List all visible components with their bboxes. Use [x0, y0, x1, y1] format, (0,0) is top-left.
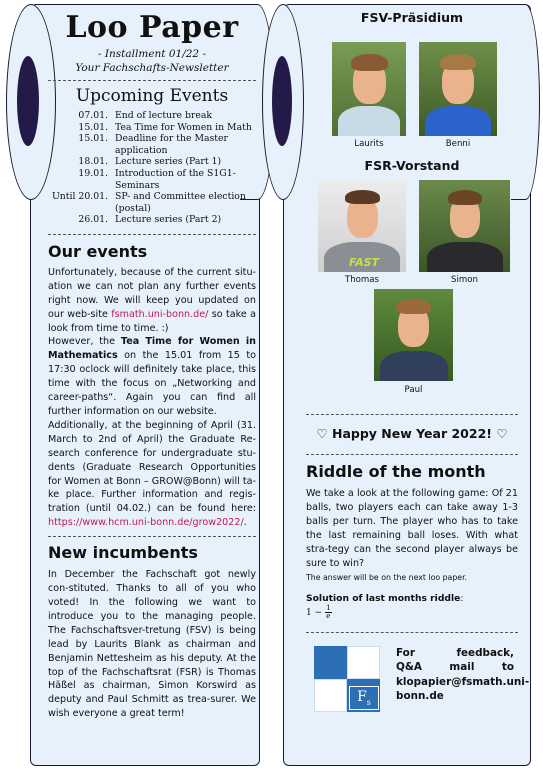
incumbents-text: In December the Fachschaft got newly con-stituted. Thanks to all of you who voted! In the following we want to introduce you to the managing people. The Fachschaftsver-tretung (FSV) is being lead by Laurits Blank as chairman and Benjamin Nettesheim as his deputy. At the top of the Fachschaftsrat (FSR) is Thomas Häßel as chairman, Simon Korswird as deputy and Paul Schmitt as trea-surer. We wish everyone a great term! [48, 569, 256, 720]
event-text: Lecture series (Part 1) [115, 156, 222, 168]
event-text: Lecture series (Part 2) [115, 214, 222, 226]
event-date: 26.01. [78, 214, 108, 226]
left-column [48, 10, 256, 721]
right-column [306, 10, 530, 760]
our-events-text: Unfortunately, because of the current situ-ation we can not plan any further events right now. We will keep you updated on our web-site fsmath.uni-bonn.de/ so take a look from time to time. :) However, the Tea Time for Women in Mathematics on the 15.01 from 15 to 17:30 oclock will definitely take place, this time with the focus on „Networking and career-paths“. Again you can find all further information on our website. Additionally, at the beginning of April (31. March to 2nd of April) the Graduate Re-search conference for undergraduate stu-dents (Graduate Research Opportunities for Women at Bonn – GROW@Bonn) will ta-ke place. Further information and regis-tration (until 04.02.) can be found here: https://www.hcm.uni-bonn.de/grow2022/. [48, 266, 256, 529]
event-text: Tea Time for Women in Math [115, 121, 252, 133]
riddle-text: We take a look at the following game: Of 21 balls, two players each can take away 1-3 balls per turn. The player who has to take the last remaining ball loses. With what stra-tegy can the second player always be sure to win? [306, 488, 518, 569]
newsletter-title: Loo Paper [65, 10, 239, 45]
riddle-heading: Riddle of the month [306, 462, 486, 481]
new-incumbents-heading: New incumbents [48, 543, 198, 563]
event-date: Until 20.01. [51, 191, 108, 203]
event-date: 15.01. [78, 133, 108, 145]
logo-sub: s [366, 697, 371, 707]
events-list [44, 110, 256, 226]
tea-time-highlight: Tea Time for Women in Mathematics [48, 336, 256, 362]
logo-letter: F [357, 689, 367, 705]
solution-line: Solution of last months riddle: [306, 593, 464, 605]
divider [306, 454, 518, 455]
event-text: End of lecture break [115, 110, 213, 121]
feedback-text: For feedback, Q&A mail to klopapier@fsmath.uni- bonn.de [396, 647, 530, 703]
solution-formula: 1 − $\frac{1}{e}$ [306, 604, 331, 621]
divider [48, 234, 256, 235]
divider [48, 80, 256, 81]
feedback-email-cont[interactable]: bonn.de [396, 690, 444, 703]
solution-label: Solution of last months riddle [306, 593, 461, 605]
riddle-note: The answer will be on the next loo paper. [306, 573, 468, 583]
divider [48, 536, 256, 537]
fsr-heading: FSR-Vorstand [364, 158, 460, 173]
divider [306, 414, 518, 415]
fsv-heading: FSV-Präsidium [360, 10, 464, 25]
our-events-heading: Our events [48, 241, 148, 261]
photo-thomas [318, 180, 406, 272]
photo-paul [374, 289, 453, 381]
upcoming-events-heading: Upcoming Events [75, 86, 229, 106]
name-benni: Benni [445, 139, 471, 149]
grow-link[interactable]: https://www.hcm.uni-bonn.de/grow2022/ [48, 517, 244, 529]
photo-simon [419, 180, 510, 272]
name-laurits: Laurits [354, 139, 384, 149]
left-roll-hole [17, 56, 39, 146]
event-date: 18.01. [78, 156, 108, 168]
event-text: Deadline for the Master application [115, 133, 228, 156]
photo-laurits [332, 42, 406, 136]
shirt-text: FAST [348, 256, 380, 269]
event-text: SP- and Committee election (postal) [115, 191, 246, 214]
feedback-email[interactable]: klopapier@fsmath.uni- [396, 675, 530, 688]
divider [306, 632, 518, 633]
photo-benni [419, 42, 497, 136]
riddle-section [306, 462, 518, 620]
installment-label: - Installment 01/22 - [97, 48, 206, 60]
event-date: 15.01. [78, 121, 108, 133]
event-date: 19.01. [78, 167, 108, 179]
happy-new-year: ♡ Happy New Year 2022! ♡ [316, 426, 508, 441]
event-text: Introduction of the S1G1-Seminars [115, 167, 236, 191]
name-paul: Paul [404, 385, 423, 395]
right-roll-hole [272, 56, 292, 146]
name-thomas: Thomas [344, 275, 380, 285]
newsletter-tagline: Your Fachschafts-Newsletter [75, 62, 229, 74]
fs-logo [314, 646, 380, 712]
name-simon: Simon [451, 275, 478, 285]
event-date: 07.01. [78, 110, 108, 121]
website-link[interactable]: fsmath.uni-bonn.de/ [111, 308, 209, 320]
